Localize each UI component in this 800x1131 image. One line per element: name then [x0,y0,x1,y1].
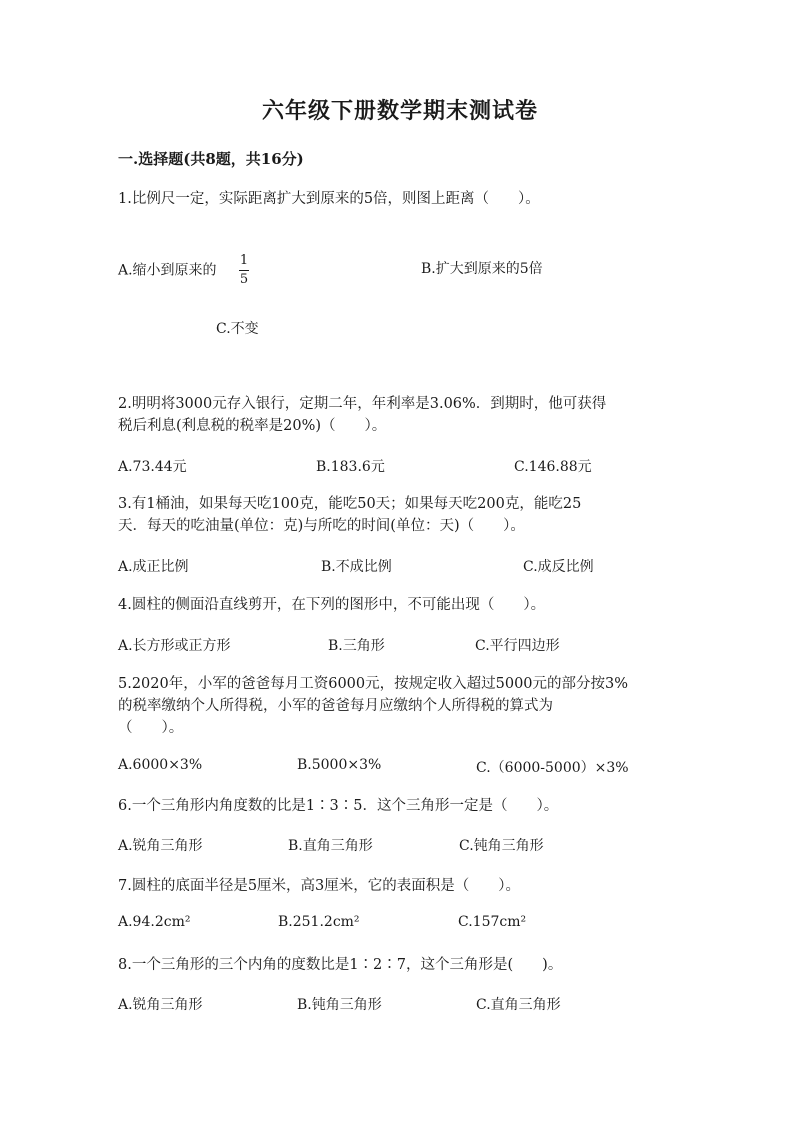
q5-option-c[interactable]: C.（6000-5000）×3% [476,760,629,776]
fraction-denominator: 5 [239,272,249,287]
q8-option-c[interactable]: C.直角三角形 [476,997,561,1013]
q3-option-b[interactable]: B.不成比例 [321,559,392,575]
fraction-numerator: 1 [239,253,249,268]
q1-option-b[interactable]: B.扩大到原来的5倍 [421,261,543,277]
question-4: 4.圆柱的侧面沿直线剪开，在下列的图形中，不可能出现（ ）。 [118,597,546,613]
q7-option-a[interactable]: A.94.2cm² [118,914,191,930]
q4-option-b[interactable]: B.三角形 [328,638,385,654]
q2-option-c[interactable]: C.146.88元 [514,459,592,475]
q3-option-c[interactable]: C.成反比例 [523,559,594,575]
question-3-line-2: 天．每天的吃油量(单位：克)与所吃的时间(单位：天)（ ）。 [118,518,525,534]
q7-option-b[interactable]: B.251.2cm² [278,914,360,930]
page-title: 六年级下册数学期末测试卷 [261,98,538,124]
q6-option-c[interactable]: C.钝角三角形 [459,838,544,854]
question-3-line-1: 3.有1桶油，如果每天吃100克，能吃50天；如果每天吃200克，能吃25 [118,496,582,512]
q3-option-a[interactable]: A.成正比例 [118,559,189,575]
q7-option-c[interactable]: C.157cm² [458,914,527,930]
question-5-line-2: 的税率缴纳个人所得税，小军的爸爸每月应缴纳个人所得税的算式为 [118,698,553,714]
q4-option-c[interactable]: C.平行四边形 [475,638,560,654]
question-7: 7.圆柱的底面半径是5厘米，高3厘米，它的表面积是（ ）。 [118,878,521,894]
q6-option-b[interactable]: B.直角三角形 [288,838,373,854]
fraction-bar [239,270,249,271]
q5-option-b[interactable]: B.5000×3% [297,757,382,773]
question-2-line-2: 税后利息(利息税的税率是20%)（ ）。 [118,418,387,434]
question-5-line-3: （ ）。 [118,720,184,736]
question-5-line-1: 5.2020年，小军的爸爸每月工资6000元，按规定收入超过5000元的部分按3% [118,676,629,692]
q2-option-a[interactable]: A.73.44元 [118,459,187,475]
q2-option-b[interactable]: B.183.6元 [316,459,385,475]
q6-option-a[interactable]: A.锐角三角形 [118,838,203,854]
fraction [239,254,249,287]
q1-option-c[interactable]: C.不变 [216,321,259,337]
q1-option-a[interactable] [118,254,249,287]
section-heading: 一.选择题(共8题，共16分) [118,150,304,168]
question-1: 1.比例尺一定，实际距离扩大到原来的5倍，则图上距离（ ）。 [118,191,540,207]
question-2-line-1: 2.明明将3000元存入银行，定期二年，年利率是3.06%．到期时，他可获得 [118,396,607,412]
q1-option-a-label: A.缩小到原来的 [118,262,217,279]
q5-option-a[interactable]: A.6000×3% [118,757,203,773]
q4-option-a[interactable]: A.长方形或正方形 [118,638,231,654]
q8-option-b[interactable]: B.钝角三角形 [297,997,382,1013]
question-6: 6.一个三角形内角度数的比是1∶3∶5．这个三角形一定是（ ）。 [118,798,559,814]
question-8: 8.一个三角形的三个内角的度数比是1∶2∶7，这个三角形是( )。 [118,957,563,973]
q8-option-a[interactable]: A.锐角三角形 [118,997,203,1013]
